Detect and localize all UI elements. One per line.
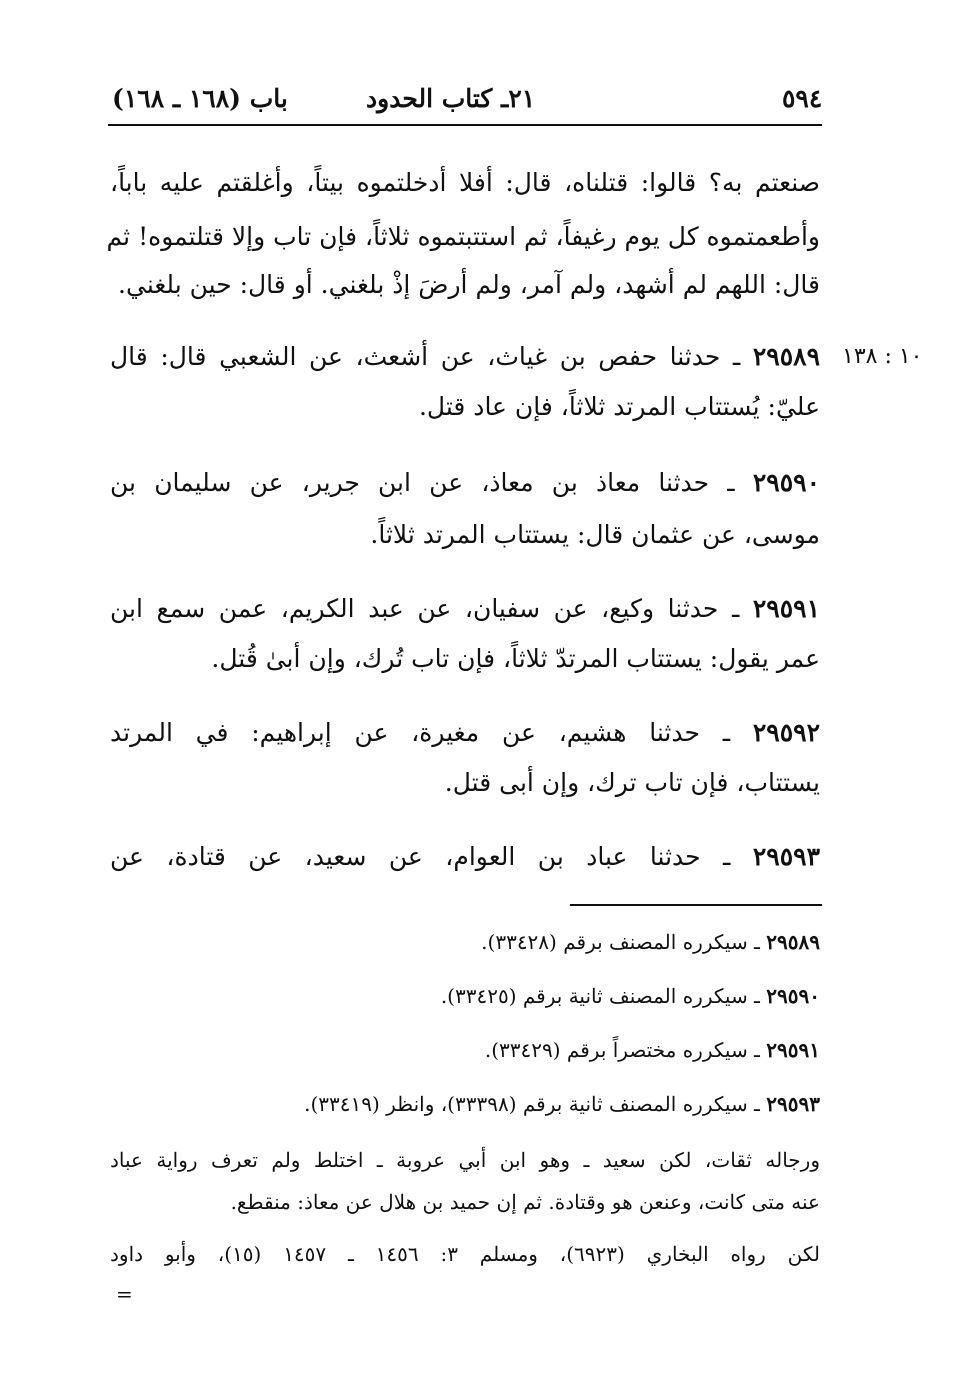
hadith-line [110,842,820,871]
footnote-text: ـ سيكرره المصنف ثانية برقم (٣٣٤٢٥). [440,984,760,1008]
footnote [304,1092,820,1116]
hadith-text: ـ حدثنا معاذ بن معاذ، عن ابن جرير، عن سليمان بن [110,468,735,497]
footnote-text: ـ سيكرره المصنف برقم (٣٣٤٢٨). [481,930,760,954]
note-line: ورجاله ثقات، لكن سعيد ـ وهو ابن أبي عروبة ـ اختلط ولم تعرف رواية عباد [110,1148,820,1172]
hadith-number: ٢٩٥٩٢ [752,718,820,747]
hadith-text: ـ حدثنا حفص بن غياث، عن أشعث، عن الشعبي قال: قال [110,342,741,371]
hadith-line: عمر يقول: يستتاب المرتدّ ثلاثاً، فإن تاب تُرك، وإن أبىٰ قُتل. [211,644,820,673]
hadith-number: ٢٩٥٨٩ [752,342,820,371]
footnote-number: ٢٩٥٩٣ [766,1092,820,1116]
footnote [441,984,820,1008]
hadith-text: ـ حدثنا عباد بن العوام، عن سعيد، عن قتادة، عن [110,842,731,871]
continuation-line: وأطعمتموه كل يوم رغيفاً، ثم استتبتموه ثلاثاً، فإن تاب وإلا قتلتموه! ثم [106,222,820,251]
continuation-mark: = [116,1282,133,1306]
hadith-number: ٢٩٥٩١ [752,594,820,623]
footnote-text: ـ سيكرره المصنف ثانية برقم (٣٣٣٩٨)، وانظر (٣٣٤١٩). [304,1092,760,1116]
chapter-range: باب (١٦٨ ـ ١٦٨) [112,84,288,113]
footnote-text: ـ سيكرره مختصراً برقم (٣٣٤٢٩). [484,1038,760,1062]
footnote-number: ٢٩٥٩١ [766,1038,820,1062]
hadith-line [110,468,820,497]
note-line: لكن رواه البخاري (٦٩٢٣)، ومسلم ٣: ١٤٥٦ ـ ١٤٥٧ (١٥)، وأبو داود [110,1242,820,1266]
hadith-number: ٢٩٥٩٠ [752,468,820,497]
footnote [485,1038,820,1062]
hadith-text: ـ حدثنا وكيع، عن سفيان، عن عبد الكريم، عمن سمع ابن [110,594,740,623]
hadith-text: ـ حدثنا هشيم، عن مغيرة، عن إبراهيم: في المرتد [110,718,731,747]
book-title: ٢١ـ كتاب الحدود [366,84,536,113]
hadith-line: يستتاب، فإن تاب ترك، وإن أبى قتل. [444,768,820,797]
hadith-line [110,718,820,747]
margin-reference: ١٠ : ١٣٨ [842,344,923,369]
hadith-line: موسى، عن عثمان قال: يستتاب المرتد ثلاثاً. [370,520,820,549]
page-number: ٥٩٤ [782,84,823,113]
footnote-number: ٢٩٥٩٠ [766,984,820,1008]
note-line: عنه متى كانت، وعنعن هو وقتادة. ثم إن حميد بن هلال عن معاذ: منقطع. [230,1190,820,1214]
hadith-line [110,594,820,623]
continuation-line: صنعتم به؟ قالوا: قتلناه، قال: أفلا أدخلتموه بيتاً، وأغلقتم عليه باباً، [110,168,820,197]
hadith-line: عليّ: يُستتاب المرتد ثلاثاً، فإن عاد قتل. [418,392,820,421]
footnote-rule [570,904,822,906]
continuation-line: قال: اللهم لم أشهد، ولم آمر، ولم أرضَ إذْ بلغني. أو قال: حين بلغني. [118,270,820,299]
footnote-number: ٢٩٥٨٩ [766,930,820,954]
header-rule [108,124,822,126]
hadith-number: ٢٩٥٩٣ [752,842,820,871]
footnote [481,930,820,954]
hadith-line [110,342,820,371]
